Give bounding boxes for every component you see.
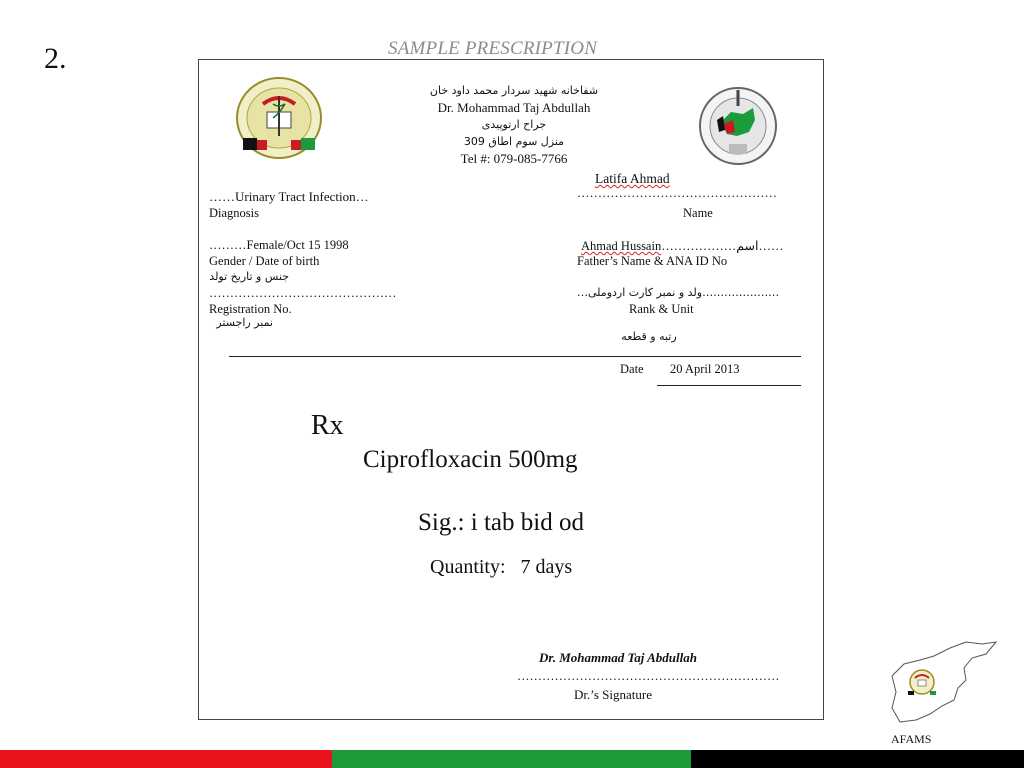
hospital-emblem-icon	[233, 74, 325, 162]
gender-dob-value: ………Female/Oct 15 1998	[209, 238, 349, 252]
diagnosis-value: ……Urinary Tract Infection…	[209, 189, 369, 204]
registration-label: Registration No.	[209, 302, 292, 316]
signature-label: Dr.’s Signature	[574, 687, 652, 702]
registration-label-ar: نمبر راجستر	[216, 316, 273, 329]
flag-bar-red	[0, 750, 332, 768]
signature-dots: ………………………………………………………	[517, 669, 780, 683]
rank-label: Rank & Unit	[629, 302, 694, 316]
patient-name-label: Name	[683, 206, 713, 220]
father-name-row	[581, 238, 783, 254]
registration-dots: ………………………………………	[209, 286, 397, 300]
army-emblem-icon	[693, 86, 783, 166]
doctor-name	[399, 99, 629, 116]
father-name-dots: ………………اسم……	[661, 239, 784, 253]
patient-name-value	[595, 171, 670, 187]
father-name-label: Father’s Name & ANA ID No	[577, 254, 728, 268]
sig-instructions: Sig.: i tab bid od	[418, 509, 584, 536]
gender-dob-label: Gender / Date of birth	[209, 254, 320, 268]
caption: SAMPLE PRESCRIPTION	[388, 38, 598, 59]
clinic-name-ar: شفاخانه شهید سردار محمد داود خان	[429, 84, 599, 97]
gender-dob-label-ar: جنس و تاریخ تولد	[209, 270, 289, 283]
diagnosis-label: Diagnosis	[209, 206, 259, 220]
flag-bar-black	[691, 750, 1024, 768]
doctor-name-text: Dr. Mohammad Taj Abdullah	[437, 100, 591, 115]
slide-number: 2.	[44, 42, 67, 75]
quantity-row	[430, 556, 572, 579]
rank-dots-ar: …………………ولد و نمبر کارت اردوملی…	[577, 286, 780, 299]
patient-name-dots: …………………………………………	[577, 186, 777, 200]
signature-name: Dr. Mohammad Taj Abdullah	[539, 650, 697, 665]
drug-name: Ciprofloxacin 500mg	[363, 446, 578, 473]
patient-name-text: Latifa Ahmad	[595, 171, 670, 186]
quantity-value: 7 days	[520, 556, 573, 578]
rank-label-ar: رتبه و قطعه	[621, 330, 677, 343]
date-value: 20 April 2013	[670, 362, 740, 376]
doctor-header	[399, 82, 629, 167]
quantity-label: Quantity:	[430, 556, 506, 578]
footer-label: AFAMS	[891, 732, 932, 746]
date-underline	[657, 385, 801, 386]
father-name-text: Ahmad Hussain	[581, 239, 662, 253]
flag-bar-green	[332, 750, 691, 768]
rx-symbol: Rx	[311, 410, 344, 441]
room-ar: منزل سوم اطاق 309	[463, 135, 565, 148]
prescription-form	[198, 59, 824, 720]
divider-line	[229, 356, 801, 357]
afghanistan-map-logo-icon	[886, 636, 1004, 728]
specialty-ar: جراح ارتوپیدی	[481, 118, 547, 131]
date-label: Date	[620, 362, 644, 376]
telephone: Tel #: 079-085-7766	[460, 151, 568, 166]
